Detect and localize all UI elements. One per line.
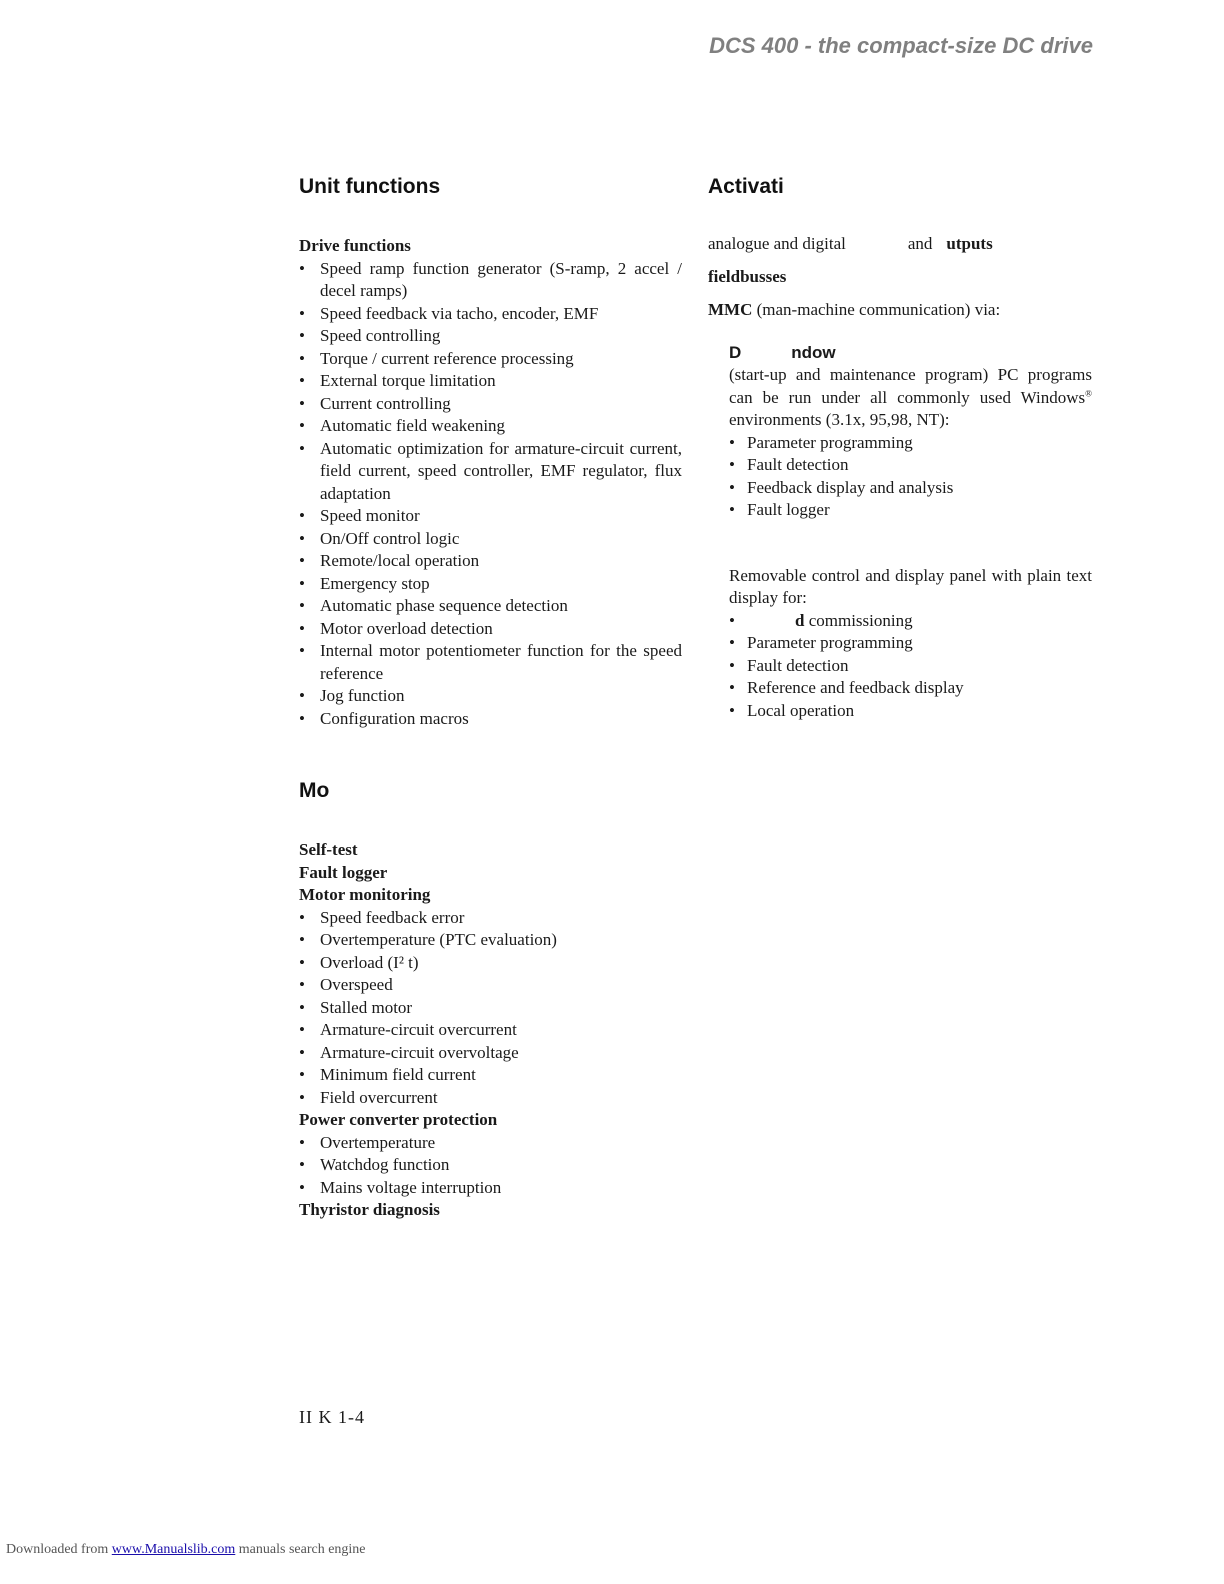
- io-analogue-digital: analogue and digital: [708, 234, 846, 253]
- mmc-line: [708, 299, 1092, 322]
- fieldbusses-text: fieldbusses: [708, 266, 787, 286]
- list-item: • Automatic phase sequence detection: [299, 595, 682, 618]
- drive-window-ndow: ndow: [791, 342, 836, 362]
- motor-monitoring-list: [299, 907, 682, 1110]
- list-item: • Fault detection: [729, 655, 1092, 678]
- footer: [6, 1542, 366, 1558]
- list-item: • Parameter programming: [729, 632, 1092, 655]
- manualslib-link[interactable]: www.Manualslib.com: [111, 1542, 236, 1557]
- drive-window-heading: [729, 342, 1092, 365]
- power-converter-list: [299, 1132, 682, 1200]
- list-item: • Remote/local operation: [299, 550, 682, 573]
- list-item: • Armature-circuit overcurrent: [299, 1019, 682, 1042]
- list-item: • Stalled motor: [299, 997, 682, 1020]
- left-column: [299, 172, 682, 1222]
- monitoring-heading: Mo: [299, 779, 330, 802]
- drive-window-block: [729, 342, 1092, 723]
- list-item: • Fault detection: [729, 454, 1092, 477]
- right-column: [708, 172, 1092, 722]
- drive-window-text: (start-up and maintenance program) PC programs can be run under all commonly used Windows: [729, 365, 1092, 407]
- list-item: • Mains voltage interruption: [299, 1177, 682, 1200]
- list-item: • Speed feedback via tacho, encoder, EMF: [299, 303, 682, 326]
- list-item: • Overtemperature: [299, 1132, 682, 1155]
- list-item: • Jog function: [299, 685, 682, 708]
- list-item: • Configuration macros: [299, 708, 682, 731]
- list-item: • Automatic field weakening: [299, 415, 682, 438]
- list-item: • Overload (I² t): [299, 952, 682, 975]
- mmc-bold: MMC: [708, 300, 753, 319]
- list-item: • Parameter programming: [729, 432, 1092, 455]
- activation-heading: Activati: [708, 175, 784, 198]
- drive-functions-list: [299, 258, 682, 731]
- drive-window-text-2: environments (3.1x, 95,98, NT):: [729, 410, 950, 429]
- list-item: • Speed monitor: [299, 505, 682, 528]
- panel-list: [729, 610, 1092, 723]
- list-item: • Watchdog function: [299, 1154, 682, 1177]
- thyristor-diagnosis-heading: Thyristor diagnosis: [299, 1200, 440, 1219]
- self-test-heading: Self-test: [299, 840, 358, 859]
- unit-functions-heading: Unit functions: [299, 175, 441, 198]
- list-item: • Field overcurrent: [299, 1087, 682, 1110]
- list-item: [729, 610, 1092, 633]
- list-item: • Fault logger: [729, 499, 1092, 522]
- list-item: • Speed feedback error: [299, 907, 682, 930]
- list-item: • Minimum field current: [299, 1064, 682, 1087]
- panel-first-rest: commissioning: [804, 610, 913, 630]
- list-item: • Speed controlling: [299, 325, 682, 348]
- drive-window-d: D: [729, 342, 742, 362]
- fieldbusses-label: [708, 266, 1092, 289]
- list-item: • Armature-circuit overvoltage: [299, 1042, 682, 1065]
- page-number: II K 1-4: [299, 1407, 365, 1427]
- list-item: • Current controlling: [299, 393, 682, 416]
- drive-window-description: [729, 364, 1092, 432]
- footer-suffix: manuals search engine: [235, 1542, 366, 1557]
- panel-description: Removable control and display panel with plain text display for:: [729, 565, 1092, 607]
- drive-window-list: [729, 432, 1092, 522]
- io-outputs: utputs: [946, 234, 993, 253]
- list-item: • External torque limitation: [299, 370, 682, 393]
- list-item: • Automatic optimization for armature-circuit current, field current, speed controller, EMF regulator, flux adaptation: [299, 438, 682, 506]
- panel-first-bold: d: [795, 610, 805, 630]
- list-item: • Emergency stop: [299, 573, 682, 596]
- io-and: and: [907, 234, 933, 253]
- list-item: • Overtemperature (PTC evaluation): [299, 929, 682, 952]
- list-item: • Motor overload detection: [299, 618, 682, 641]
- io-line: [708, 233, 1092, 256]
- list-item: • Local operation: [729, 700, 1092, 723]
- power-converter-protection-heading: Power converter protection: [299, 1110, 498, 1129]
- list-item: • Overspeed: [299, 974, 682, 997]
- list-item: • Reference and feedback display: [729, 677, 1092, 700]
- fault-logger-heading: Fault logger: [299, 862, 388, 882]
- footer-prefix: Downloaded from: [6, 1542, 112, 1557]
- registered-mark: ®: [1085, 387, 1092, 398]
- document-header-title: DCS 400 - the compact-size DC drive: [709, 33, 1093, 58]
- list-item: • Internal motor potentiometer function for the speed reference: [299, 640, 682, 685]
- drive-functions-heading: Drive functions: [299, 236, 411, 255]
- motor-monitoring-heading: Motor monitoring: [299, 885, 431, 904]
- list-item: • Feedback display and analysis: [729, 477, 1092, 500]
- list-item: • On/Off control logic: [299, 528, 682, 551]
- list-item: • Speed ramp function generator (S-ramp, 2 accel / decel ramps): [299, 258, 682, 303]
- list-item: • Torque / current reference processing: [299, 348, 682, 371]
- mmc-rest: (man-machine communication) via:: [752, 300, 1001, 319]
